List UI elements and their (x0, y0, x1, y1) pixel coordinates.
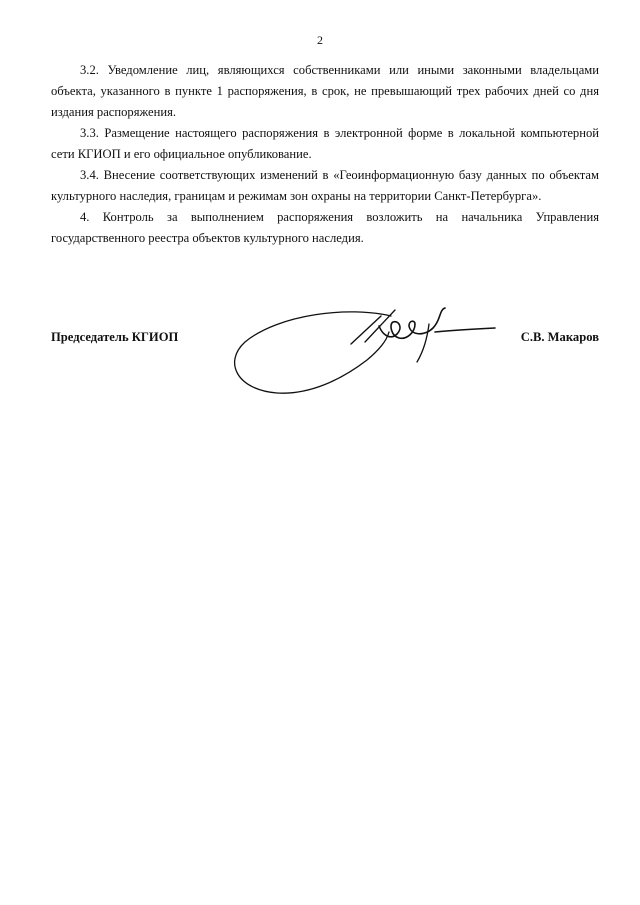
signature-block (51, 296, 599, 406)
page-number: 2 (317, 33, 323, 47)
paragraph-3-4: 3.4. Внесение соответствующих изменений в «Геоинформационную базу данных по объектам культурного наследия, границам и режимам зон охраны на территории Санкт-Петербурга». (51, 168, 599, 203)
signer-title: Председатель КГИОП (51, 330, 179, 344)
paragraph-3-3: 3.3. Размещение настоящего распоряжения в электронной форме в локальной компьютерной сети КГИОП и его официальное опубликование. (51, 126, 599, 161)
paragraph-3-2: 3.2. Уведомление лиц, являющихся собственниками или иными законными владельцами объекта, указанного в пункте 1 распоряжения, в срок, не превышающий трех рабочих дней со дня издания распоряжения. (51, 63, 599, 119)
handwritten-signature (229, 296, 509, 404)
signer-name: С.В. Макаров (520, 330, 599, 344)
paragraph-4: 4. Контроль за выполнением распоряжения возложить на начальника Управления государственного реестра объектов культурного наследия. (51, 210, 599, 245)
document-body (51, 60, 599, 249)
